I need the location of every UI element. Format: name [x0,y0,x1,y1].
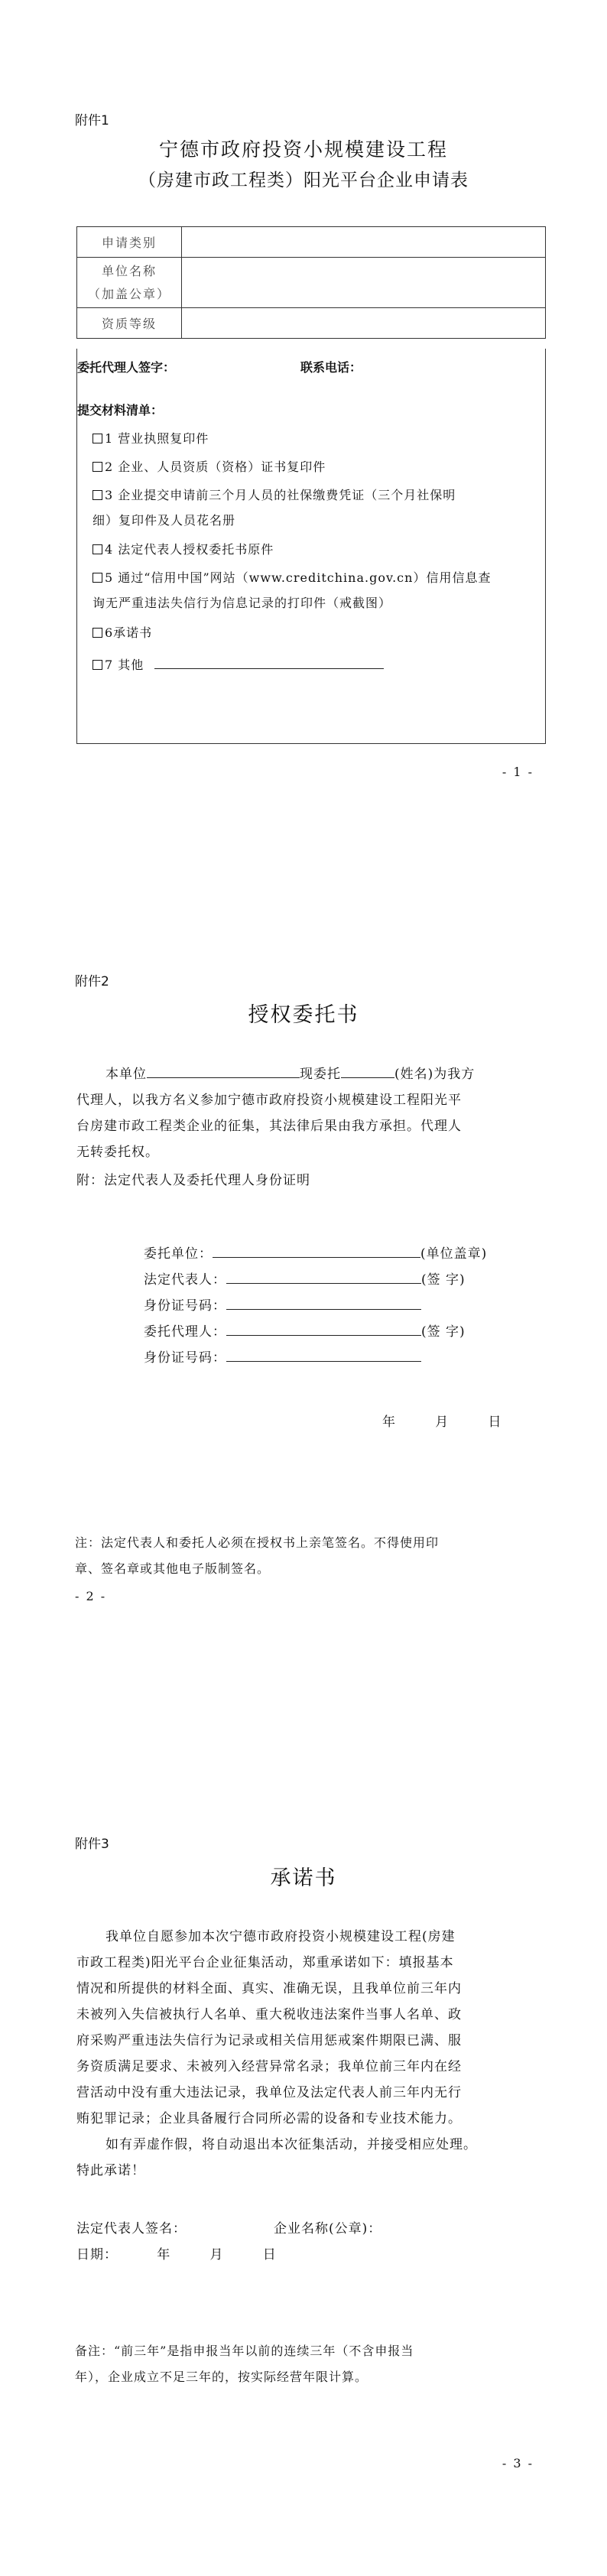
pledge-line-5: 府采购严重违法失信行为记录或相关信用惩戒案件期限已满、服 [76,2033,462,2048]
material-item-1: 1 营业执照复印件 [93,429,209,447]
sign-row-agent: 委托代理人： (签 字) [144,1319,466,1345]
material-item-5: 5 通过“信用中国”网站（www.creditchina.gov.cn）信用信息查 [93,568,491,586]
note-line1: 注：法定代表人和委托人必须在授权书上亲笔签名。不得使用印 [75,1535,440,1550]
page-number: - 1 - [502,765,534,779]
pledge-line-3: 情况和所提供的材料全面、真实、准确无误，且我单位前三年内 [76,1981,462,1996]
form-title-line2: （房建市政工程类）阳光平台企业申请表 [138,171,469,190]
doc-title: 授权委托书 [248,1003,359,1027]
remark-line2: 年），企业成立不足三年的，按实际经营年限计算。 [75,2370,368,2384]
company-label-sub: （加盖公章） [87,286,170,301]
field-label-qualification: 资质等级 [77,308,182,339]
auth-paragraph-line1: 本单位 现委托 (姓名)为我方 [105,1061,475,1087]
blank-company[interactable] [147,1062,300,1078]
checkbox-icon[interactable] [93,462,102,472]
materials-title: 提交材料清单： [77,403,164,417]
pledge-line-8: 贿犯罪记录；企业具备履行合同所必需的设备和专业技术能力。 [76,2111,462,2126]
agent-signature-label: 委托代理人签字： [77,360,176,375]
company-seal: 企业名称(公章)： [274,2221,382,2237]
pledge-line-4: 未被列入失信被执行人名单、重大税收违法案件当事人名单、政 [76,2007,462,2022]
company-label: 单位名称 [101,263,157,278]
field-value-company[interactable] [182,258,546,308]
checkbox-icon[interactable] [93,434,102,443]
page-number: - 3 - [502,2456,534,2470]
legal-rep-signature: 法定代表人签名： [76,2221,187,2237]
field-label-company [77,258,182,308]
pledge-line-7: 营活动中没有重大违法记录，我单位及法定代表人前三年内无行 [76,2085,462,2100]
pledge-line-1: 我单位自愿参加本次宁德市政府投资小规模建设工程(房建 [105,1929,456,1944]
material-item-3-cont: 细）复印件及人员花名册 [93,513,236,528]
sign-date: 年 月 日 [382,1415,502,1430]
sign-row-id-2: 身份证号码： [144,1345,421,1371]
sign-row-legal-rep: 法定代表人： (签 字) [144,1267,466,1293]
field-label-category: 申请类别 [77,227,182,258]
page-1 [0,0,607,859]
remark-line1: 备注：“前三年”是指申报当年以前的连续三年（不含申报当 [75,2344,414,2358]
field-value-qualification[interactable] [182,308,546,339]
attachment-note: 附：法定代表人及委托代理人身份证明 [76,1173,310,1188]
pledge-line-6: 务资质满足要求、未被列入经营异常名录；我单位前三年内在经 [76,2059,462,2074]
page-number: - 2 - [75,1589,107,1603]
material-item-7: 7 其他 [93,653,384,673]
sign-row-unit: 委托单位： (单位盖章) [144,1241,487,1267]
pledge-line-2: 市政工程类)阳光平台企业征集活动，郑重承诺如下：填报基本 [76,1955,454,1970]
sign-row-id-1: 身份证号码： [144,1293,421,1319]
doc-title: 承诺书 [270,1866,337,1890]
pledge-line-9: 如有弄虚作假，将自动退出本次征集活动，并接受相应处理。 [105,2137,477,2152]
page-3 [0,1717,607,2576]
other-blank-line[interactable] [154,653,384,669]
field-value-category[interactable] [182,227,546,258]
material-item-2: 2 企业、人员资质（资格）证书复印件 [93,457,326,475]
pledge-line-10: 特此承诺！ [76,2163,145,2178]
phone-label: 联系电话： [300,360,362,375]
pledge-date: 日期： 年 月 日 [76,2247,277,2263]
material-item-3: 3 企业提交申请前三个月人员的社保缴费凭证（三个月社保明 [93,486,456,503]
checkbox-icon[interactable] [93,628,102,638]
checkbox-icon[interactable] [93,544,102,554]
auth-paragraph-line3: 台房建市政工程类企业的征集，其法律后果由我方承担。代理人 [76,1119,462,1134]
page-2 [0,859,607,1717]
attachment-tag: 附件1 [75,113,109,128]
note-line2: 章、签名章或其他电子版制签名。 [75,1561,271,1576]
checkbox-icon[interactable] [93,490,102,500]
material-item-4: 4 法定代表人授权委托书原件 [93,540,274,557]
auth-paragraph-line2: 代理人，以我方名义参加宁德市政府投资小规模建设工程阳光平 [76,1093,462,1108]
materials-box [76,349,546,744]
material-item-6: 6承诺书 [93,623,152,641]
attachment-tag: 附件3 [75,1837,109,1852]
blank-agent-name[interactable] [341,1062,394,1078]
application-table [76,226,546,339]
checkbox-icon[interactable] [93,573,102,583]
checkbox-icon[interactable] [93,660,102,670]
material-item-5-cont: 询无严重违法失信行为信息记录的打印件（戒截图） [93,596,392,610]
attachment-tag: 附件2 [75,974,109,989]
form-title-line1: 宁德市政府投资小规模建设工程 [158,138,448,161]
auth-paragraph-line4: 无转委托权。 [76,1145,159,1160]
